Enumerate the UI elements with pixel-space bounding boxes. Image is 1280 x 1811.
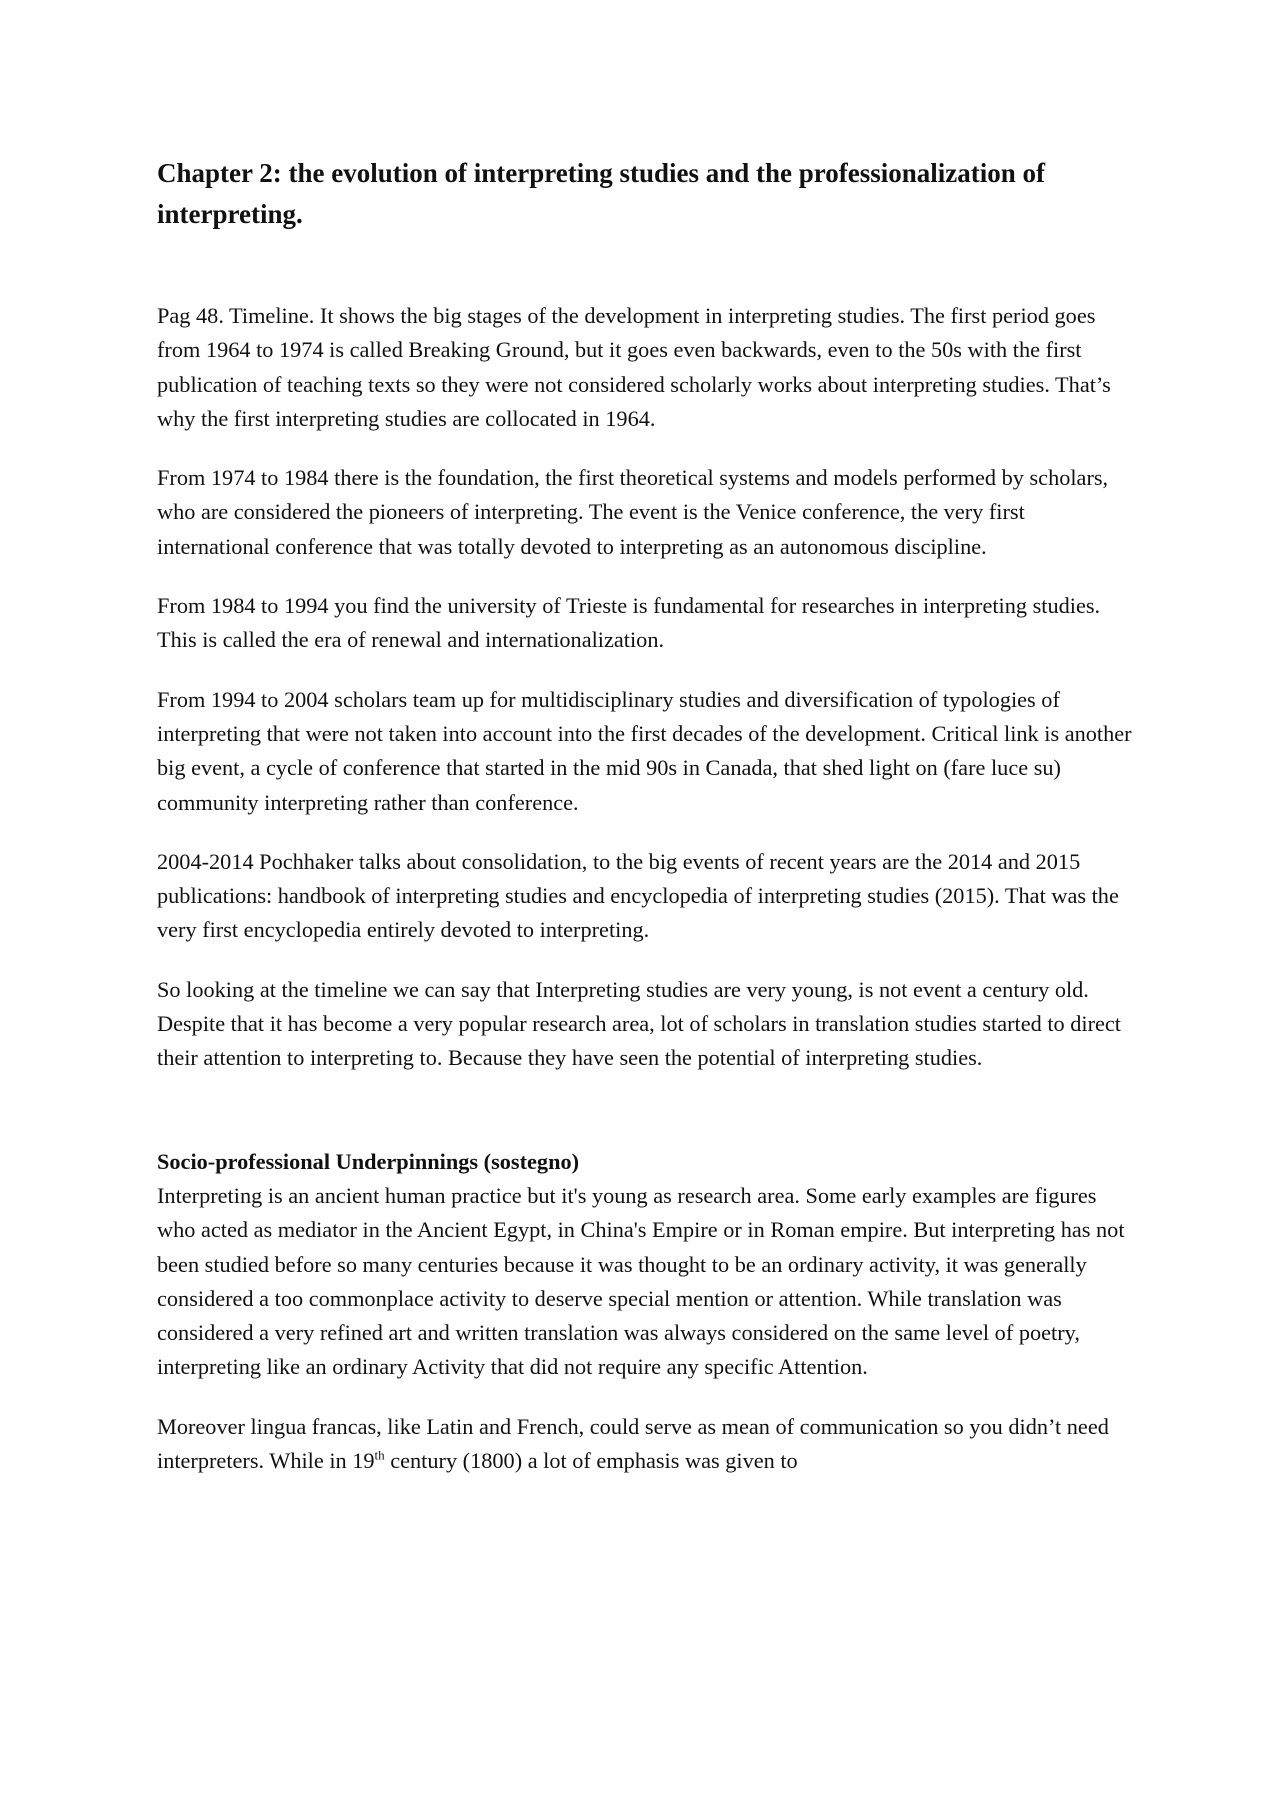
paragraph-timeline: Pag 48. Timeline. It shows the big stages of the development in interpreting studies. The first period goes from 1964 to 1974 is called Breaking Ground, but it goes even backwards, even to the 50s with the first publication of teaching texts so they were not considered scholarly works about interpreting studies. That’s why the first interpreting studies are collocated in 1964. (157, 303, 1111, 431)
section-heading: Socio-professional Underpinnings (sostegno) (157, 1148, 580, 1174)
paragraph-foundation: From 1974 to 1984 there is the foundation, the first theoretical systems and models performed by scholars, who are considered the pioneers of interpreting. The event is the Venice conference, the very first international conference that was totally devoted to interpreting as an autonomous discipline. (157, 465, 1109, 559)
ordinal-superscript: th (374, 1447, 385, 1463)
paragraph-diversification: From 1994 to 2004 scholars team up for multidisciplinary studies and diversification of typologies of interpreting that were not taken into account into the first decades of the development. Critical link is another big event, a cycle of conference that started in the mid 90s in Canada, that shed light on (fare luce su) community interpreting rather than conference. (157, 686, 1132, 815)
lingua-francas-text-start: Moreover lingua francas, like Latin and French, could serve as mean of communication so you didn’t need interpreters. While in 19 (157, 1413, 1109, 1474)
paragraph-conclusion: So looking at the timeline we can say that Interpreting studies are very young, is not event a century old. Despite that it has become a very popular research area, lot of scholars in translation studies started to direct their attention to interpreting to. Because they have seen the potential of interpreting studies. (157, 976, 1122, 1071)
chapter-title: Chapter 2: the evolution of interpreting studies and the professionalization of interpreting. (157, 158, 1046, 229)
paragraph-renewal: From 1984 to 1994 you find the university of Trieste is fundamental for researches in interpreting studies. This is called the era of renewal and internationalization. (157, 593, 1101, 653)
paragraph-consolidation: 2004-2014 Pochhaker talks about consolidation, to the big events of recent years are the 2014 and 2015 publications: handbook of interpreting studies and encyclopedia of interpreting studies (2015). That was the very first encyclopedia entirely devoted to interpreting. (157, 848, 1119, 943)
lingua-francas-text-end: century (1800) a lot of emphasis was given to (384, 1448, 798, 1474)
paragraph-ancient-practice: Interpreting is an ancient human practice but it's young as research area. Some early examples are figures who acted as mediator in the Ancient Egypt, in China's Empire or in Roman empire. But interpreting has not been studied before so many centuries because it was thought to be an ordinary activity, it was generally considered a too commonplace activity to deserve special mention or attention. While translation was considered a very refined art and written translation was always considered on the same level of poetry, interpreting like an ordinary Activity that did not require any specific Attention. (157, 1182, 1125, 1380)
paragraph-lingua-francas (157, 1410, 1135, 1479)
document-page (157, 153, 1135, 1503)
